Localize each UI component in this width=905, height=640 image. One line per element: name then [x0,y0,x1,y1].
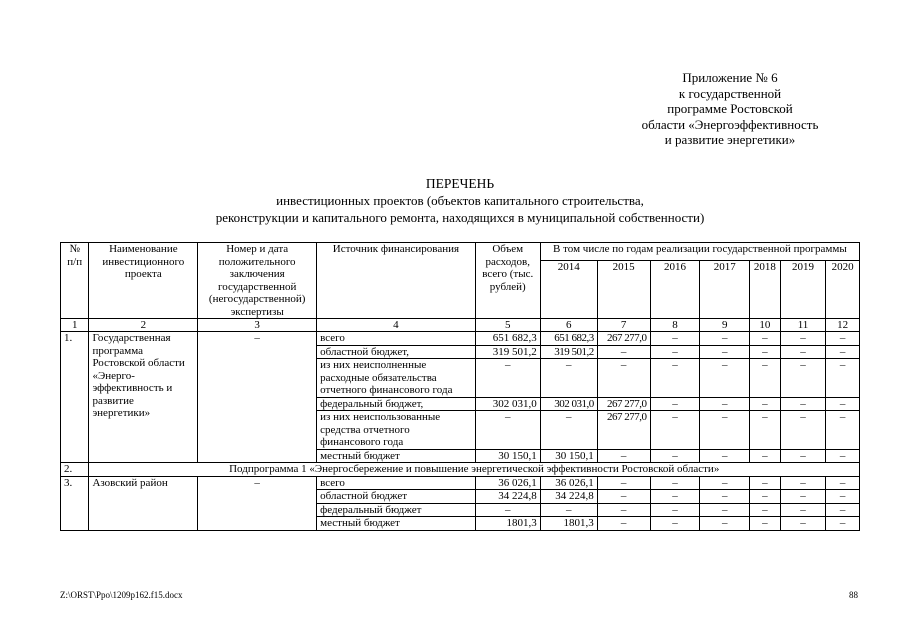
column-numbers-row [61,319,860,332]
year-amount: – [750,503,780,517]
year-amount: – [780,476,826,490]
header-year: 2018 [750,261,780,319]
appendix-note [610,70,850,148]
year-amount: – [650,397,700,411]
total-amount: 30 150,1 [475,449,540,463]
appendix-line-4: области «Энергоэффективность [641,116,819,132]
total-amount: 319 501,2 [475,345,540,359]
year-amount: – [650,345,700,359]
total-amount: 651 682,3 [475,332,540,346]
year-amount: 1801,3 [540,517,597,531]
header-name: Наименование инвестиционного проекта [89,243,198,319]
year-amount: – [826,359,860,398]
row-num: 3. [61,476,89,530]
year-amount: – [780,359,826,398]
total-amount: 1801,3 [475,517,540,531]
year-amount: – [597,359,650,398]
funding-source: из них неиспользованные средства отчетного финансового года [317,411,476,450]
year-amount: – [597,476,650,490]
page-number: 88 [849,590,858,600]
column-number: 2 [89,319,198,332]
year-amount: – [597,490,650,504]
year-amount: – [826,345,860,359]
row-num: 1. [61,332,89,463]
year-amount: 34 224,8 [540,490,597,504]
year-amount: – [750,359,780,398]
funding-source: всего [317,476,476,490]
appendix-line-2: к государственной [678,85,782,101]
year-amount: – [700,490,750,504]
title-heading: ПЕРЕЧЕНЬ [425,176,495,191]
file-path: Z:\ORST\Ppo\1209p162.f15.docx [60,590,183,600]
year-amount: – [700,332,750,346]
year-amount: – [650,503,700,517]
header-by-years: В том числе по годам реализации государственной программы [540,243,859,261]
header-conclusion: Номер и дата положительного заключения государственной (негосударственной) экспертизы [198,243,317,319]
column-number: 5 [475,319,540,332]
year-amount: – [700,517,750,531]
funding-source: областной бюджет [317,490,476,504]
title-line-2: инвестиционных проектов (объектов капитального строительства, [276,193,644,208]
year-amount: – [700,397,750,411]
year-amount: – [540,503,597,517]
title-line-3: реконструкции и капитального ремонта, находящихся в муниципальной собственности) [215,210,705,225]
year-amount: – [750,345,780,359]
header-volume: Объем расходов, всего (тыс. рублей) [475,243,540,319]
year-amount: – [826,517,860,531]
year-amount: – [750,411,780,450]
column-number: 7 [597,319,650,332]
year-amount: – [750,476,780,490]
column-number: 9 [700,319,750,332]
year-amount: – [597,503,650,517]
year-amount: – [750,490,780,504]
year-amount: – [750,397,780,411]
year-amount: – [826,397,860,411]
year-amount: – [650,359,700,398]
year-amount: – [750,332,780,346]
total-amount: – [475,503,540,517]
funding-source: местный бюджет [317,449,476,463]
header-source: Источник финансирования [317,243,476,319]
year-amount: – [826,332,860,346]
funding-source: областной бюджет, [317,345,476,359]
header-year: 2017 [700,261,750,319]
funding-source: местный бюджет [317,517,476,531]
year-amount: 267 277,0 [597,397,650,411]
header-num: № п/п [61,243,89,319]
year-amount: – [780,411,826,450]
year-amount: – [750,449,780,463]
year-amount: – [650,476,700,490]
year-amount: – [650,411,700,450]
subprogram-row [61,463,860,477]
year-amount: – [700,345,750,359]
year-amount: – [597,449,650,463]
appendix-line-3: программе Ростовской [667,101,793,116]
year-amount: 651 682,3 [540,332,597,346]
year-amount: 302 031,0 [540,397,597,411]
table-row [61,332,860,346]
document-title [100,175,820,226]
table-row [61,476,860,490]
column-number: 3 [198,319,317,332]
funding-source: из них неисполненные расходные обязательства отчетного финансового года [317,359,476,398]
year-amount: – [597,345,650,359]
year-amount: – [826,503,860,517]
year-amount: – [650,517,700,531]
header-year: 2014 [540,261,597,319]
column-number: 4 [317,319,476,332]
expertise-conclusion: – [198,476,317,530]
column-number: 10 [750,319,780,332]
header-year: 2020 [826,261,860,319]
year-amount: – [700,503,750,517]
year-amount: – [780,517,826,531]
year-amount: – [780,332,826,346]
column-number: 1 [61,319,89,332]
appendix-line-5: и развитие энергетики» [664,132,796,147]
total-amount: 36 026,1 [475,476,540,490]
funding-source: всего [317,332,476,346]
year-amount: – [780,503,826,517]
appendix-line-1: Приложение № 6 [682,70,778,85]
header-year: 2015 [597,261,650,319]
column-number: 12 [826,319,860,332]
column-number: 11 [780,319,826,332]
year-amount: – [700,411,750,450]
year-amount: – [597,517,650,531]
total-amount: 302 031,0 [475,397,540,411]
year-amount: – [780,345,826,359]
year-amount: – [700,359,750,398]
funding-source: федеральный бюджет, [317,397,476,411]
year-amount: – [650,490,700,504]
column-number: 8 [650,319,700,332]
header-year: 2019 [780,261,826,319]
year-amount: – [826,490,860,504]
year-amount: – [750,517,780,531]
year-amount: – [700,449,750,463]
total-amount: 34 224,8 [475,490,540,504]
year-amount: 36 026,1 [540,476,597,490]
year-amount: – [700,476,750,490]
year-amount: – [650,332,700,346]
header-year: 2016 [650,261,700,319]
total-amount: – [475,359,540,398]
year-amount: – [650,449,700,463]
subprogram-title: Подпрограмма 1 «Энергосбережение и повышение энергетической эффективности Ростовской области» [89,463,860,477]
funding-source: федеральный бюджет [317,503,476,517]
project-name: Азовский район [89,476,198,530]
year-amount: – [826,411,860,450]
year-amount: – [826,476,860,490]
expertise-conclusion: – [198,332,317,463]
year-amount: – [780,449,826,463]
row-num: 2. [61,463,89,477]
year-amount: 30 150,1 [540,449,597,463]
year-amount: – [780,397,826,411]
total-amount: – [475,411,540,450]
column-number: 6 [540,319,597,332]
investment-projects-table [60,242,860,531]
year-amount: – [540,359,597,398]
year-amount: – [826,449,860,463]
year-amount: 267 277,0 [597,411,650,450]
year-amount: 319 501,2 [540,345,597,359]
year-amount: – [780,490,826,504]
project-name: Государственная программа Ростовской области «Энерго-эффективность и развитие энергетики» [89,332,198,463]
year-amount: 267 277,0 [597,332,650,346]
header-row [61,243,860,261]
year-amount: – [540,411,597,450]
